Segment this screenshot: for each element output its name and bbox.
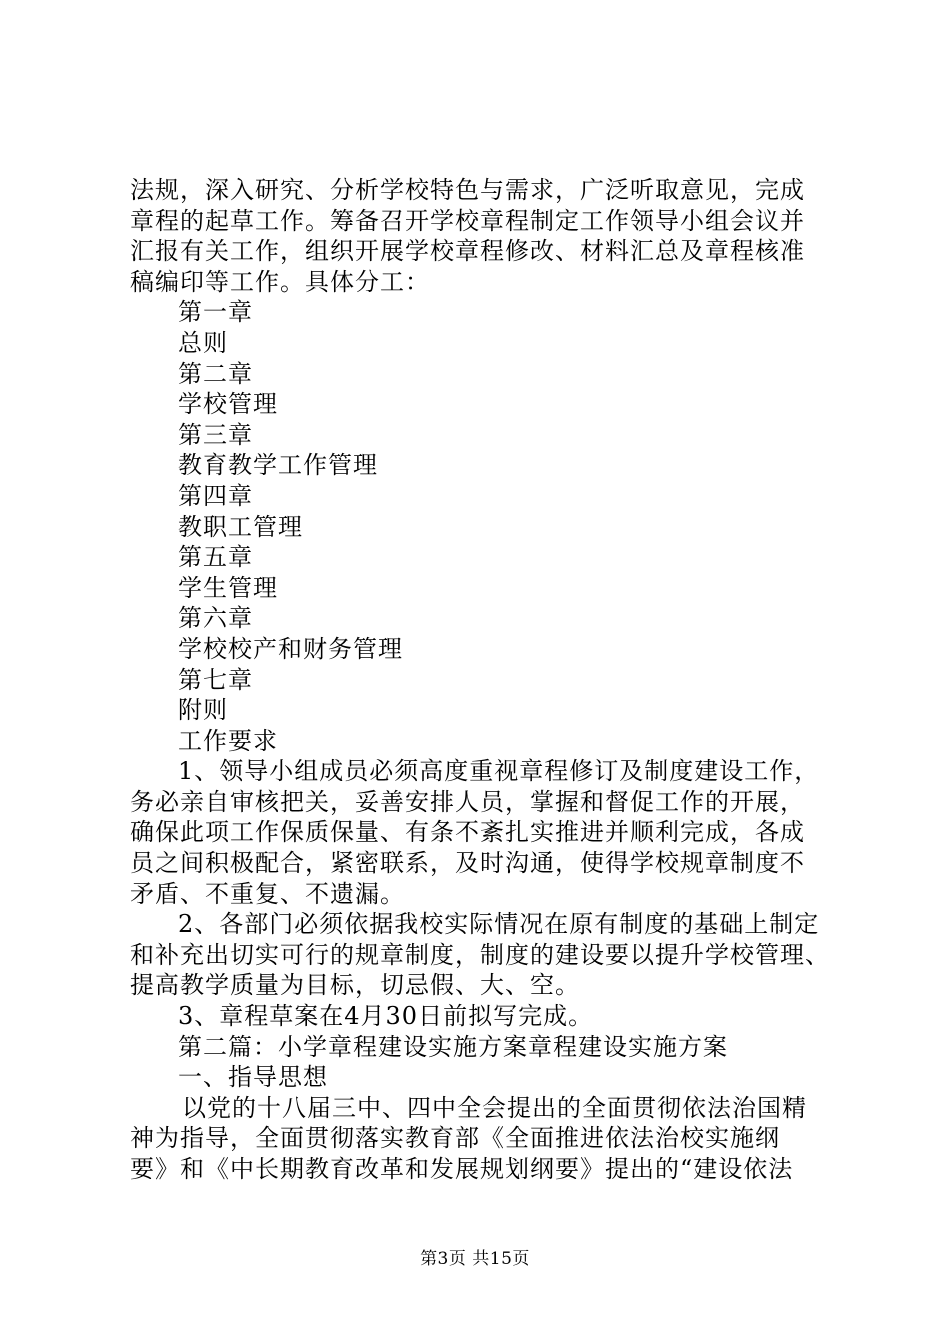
body-line: 和补充出切实可行的规章制度，制度的建设要以提升学校管理、 [130,940,830,969]
page-footer: 第3页 共15页 [420,1249,530,1269]
chapter-title: 总则 [178,328,228,357]
chapter-title: 教职工管理 [178,512,303,541]
document-body [130,175,830,1185]
body-line: 确保此项工作保质保量、有条不紊扎实推进并顺利完成，各成 [130,818,805,847]
chapter-number: 第七章 [178,665,253,694]
chapter-title: 学校管理 [178,390,278,419]
body-line: 矛盾、不重复、不遗漏。 [130,879,405,908]
body-line: 务必亲自审核把关，妥善安排人员，掌握和督促工作的开展， [130,787,805,816]
chapter-number: 第三章 [178,420,253,449]
chapter-number: 第六章 [178,604,253,633]
chapter-number: 第五章 [178,543,253,572]
chapter-title: 教育教学工作管理 [178,451,378,480]
body-line: 法规，深入研究、分析学校特色与需求，广泛听取意见，完成 [130,176,805,204]
body-line: 稿编印等工作。具体分工： [130,267,430,296]
body-line: 章程的起草工作。筹备召开学校章程制定工作领导小组会议并 [130,206,805,235]
chapter-number: 第二章 [178,359,253,388]
chapter-title: 附则 [178,696,228,725]
body-line: 1、领导小组成员必须高度重视章程修订及制度建设工作， [178,757,820,786]
body-line: 以党的十八届三中、四中全会提出的全面贯彻依法治国精 [182,1093,807,1122]
body-line: 2、各部门必须依据我校实际情况在原有制度的基础上制定 [178,910,820,939]
body-line: 员之间积极配合，紧密联系，及时沟通，使得学校规章制度不 [130,849,805,878]
chapter-number: 第一章 [178,298,253,327]
body-line: 神为指导，全面贯彻落实教育部《全面推进依法治校实施纲 [130,1124,780,1153]
chapter-title: 学校校产和财务管理 [178,634,403,663]
body-line: 3、章程草案在4月30日前拟写完成。 [178,1002,594,1031]
section-heading: 一、指导思想 [178,1063,328,1092]
section-heading: 第二篇：小学章程建设实施方案章程建设实施方案 [178,1032,728,1061]
chapter-title: 学生管理 [178,573,278,602]
chapter-number: 第四章 [178,481,253,510]
body-line: 要》和《中长期教育改革和发展规划纲要》提出的“建设依法 [130,1155,794,1183]
section-heading: 工作要求 [178,726,278,755]
body-line: 提高教学质量为目标，切忌假、大、空。 [130,971,580,1000]
body-line: 汇报有关工作，组织开展学校章程修改、材料汇总及章程核准 [130,237,805,266]
